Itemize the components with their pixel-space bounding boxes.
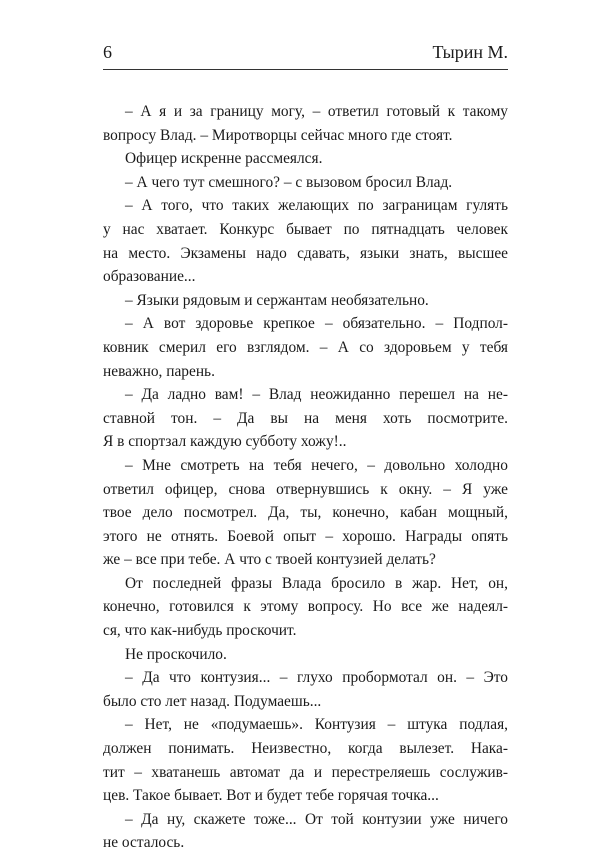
header-rule bbox=[103, 69, 508, 70]
text-line: ся, что как-нибудь проскочит. bbox=[103, 622, 297, 640]
text-line: – Языки рядовым и сержантам необязательно. bbox=[125, 291, 429, 309]
text-line: неважно, парень. bbox=[103, 362, 215, 380]
text-line: не осталось. bbox=[103, 834, 185, 852]
body-text bbox=[103, 100, 508, 855]
text-line: – Мне смотреть на тебя нечего, – довольно холодно bbox=[125, 456, 508, 474]
text-line: ответил офицер, снова отвернувшись к окну. – Я уже bbox=[103, 480, 508, 498]
text-line: конечно, готовился к этому вопросу. Но все же надеял- bbox=[103, 598, 508, 616]
text-line: вопросу Влад. – Миротворцы сейчас много где стоят. bbox=[103, 126, 453, 144]
text-line: цев. Такое бывает. Вот и будет тебе горячая точка... bbox=[103, 787, 439, 805]
text-line: – А вот здоровье крепкое – обязательно. – Подпол- bbox=[125, 315, 508, 333]
text-line: этого не отнять. Боевой опыт – хорошо. Награды опять bbox=[103, 527, 508, 545]
text-line: должен понимать. Неизвестно, когда вылезет. Нака- bbox=[103, 740, 508, 758]
text-line: От последней фразы Влада бросило в жар. Нет, он, bbox=[125, 574, 508, 592]
text-line: – Нет, не «подумаешь». Контузия – штука подлая, bbox=[125, 716, 508, 734]
text-line: Не проскочило. bbox=[125, 645, 227, 663]
text-line: – Да что контузия... – глухо пробормотал он. – Это bbox=[125, 669, 508, 687]
page-number: 6 bbox=[103, 42, 112, 62]
text-line: – А чего тут смешного? – с вызовом бросил Влад. bbox=[125, 173, 453, 191]
text-line: ставной тон. – Да вы на меня хоть посмотрите. bbox=[103, 409, 508, 427]
text-line: Я в спортзал каждую субботу хожу!.. bbox=[103, 433, 347, 451]
text-line: на место. Экзамены надо сдавать, языки знать, высшее bbox=[103, 244, 508, 262]
text-line: ковник смерил его взглядом. – А со здоровьем у тебя bbox=[103, 338, 508, 356]
text-line: же – все при тебе. А что с твоей контузией делать? bbox=[103, 551, 436, 569]
running-title: Тырин М. bbox=[432, 42, 508, 62]
text-line: – А того, что таких желающих по заграницам гулять bbox=[125, 197, 508, 215]
text-line: у нас хватает. Конкурс бывает по пятнадцать человек bbox=[103, 220, 508, 238]
page-header bbox=[103, 42, 508, 68]
text-line: Офицер искренне рассмеялся. bbox=[125, 150, 323, 168]
text-line: образование... bbox=[103, 268, 196, 286]
text-line: – Да ладно вам! – Влад неожиданно перешел на не- bbox=[125, 386, 508, 404]
text-line: – А я и за границу могу, – ответил готовый к такому bbox=[125, 103, 508, 120]
text-line: было сто лет назад. Подумаешь... bbox=[103, 692, 322, 710]
text-line: тит – хватанешь автомат да и перестреляешь сослужив- bbox=[103, 763, 508, 781]
text-line: – Да ну, скажете тоже... От той контузии уже ничего bbox=[125, 810, 508, 828]
text-line: твое дело посмотрел. Да, ты, конечно, кабан мощный, bbox=[103, 504, 508, 522]
